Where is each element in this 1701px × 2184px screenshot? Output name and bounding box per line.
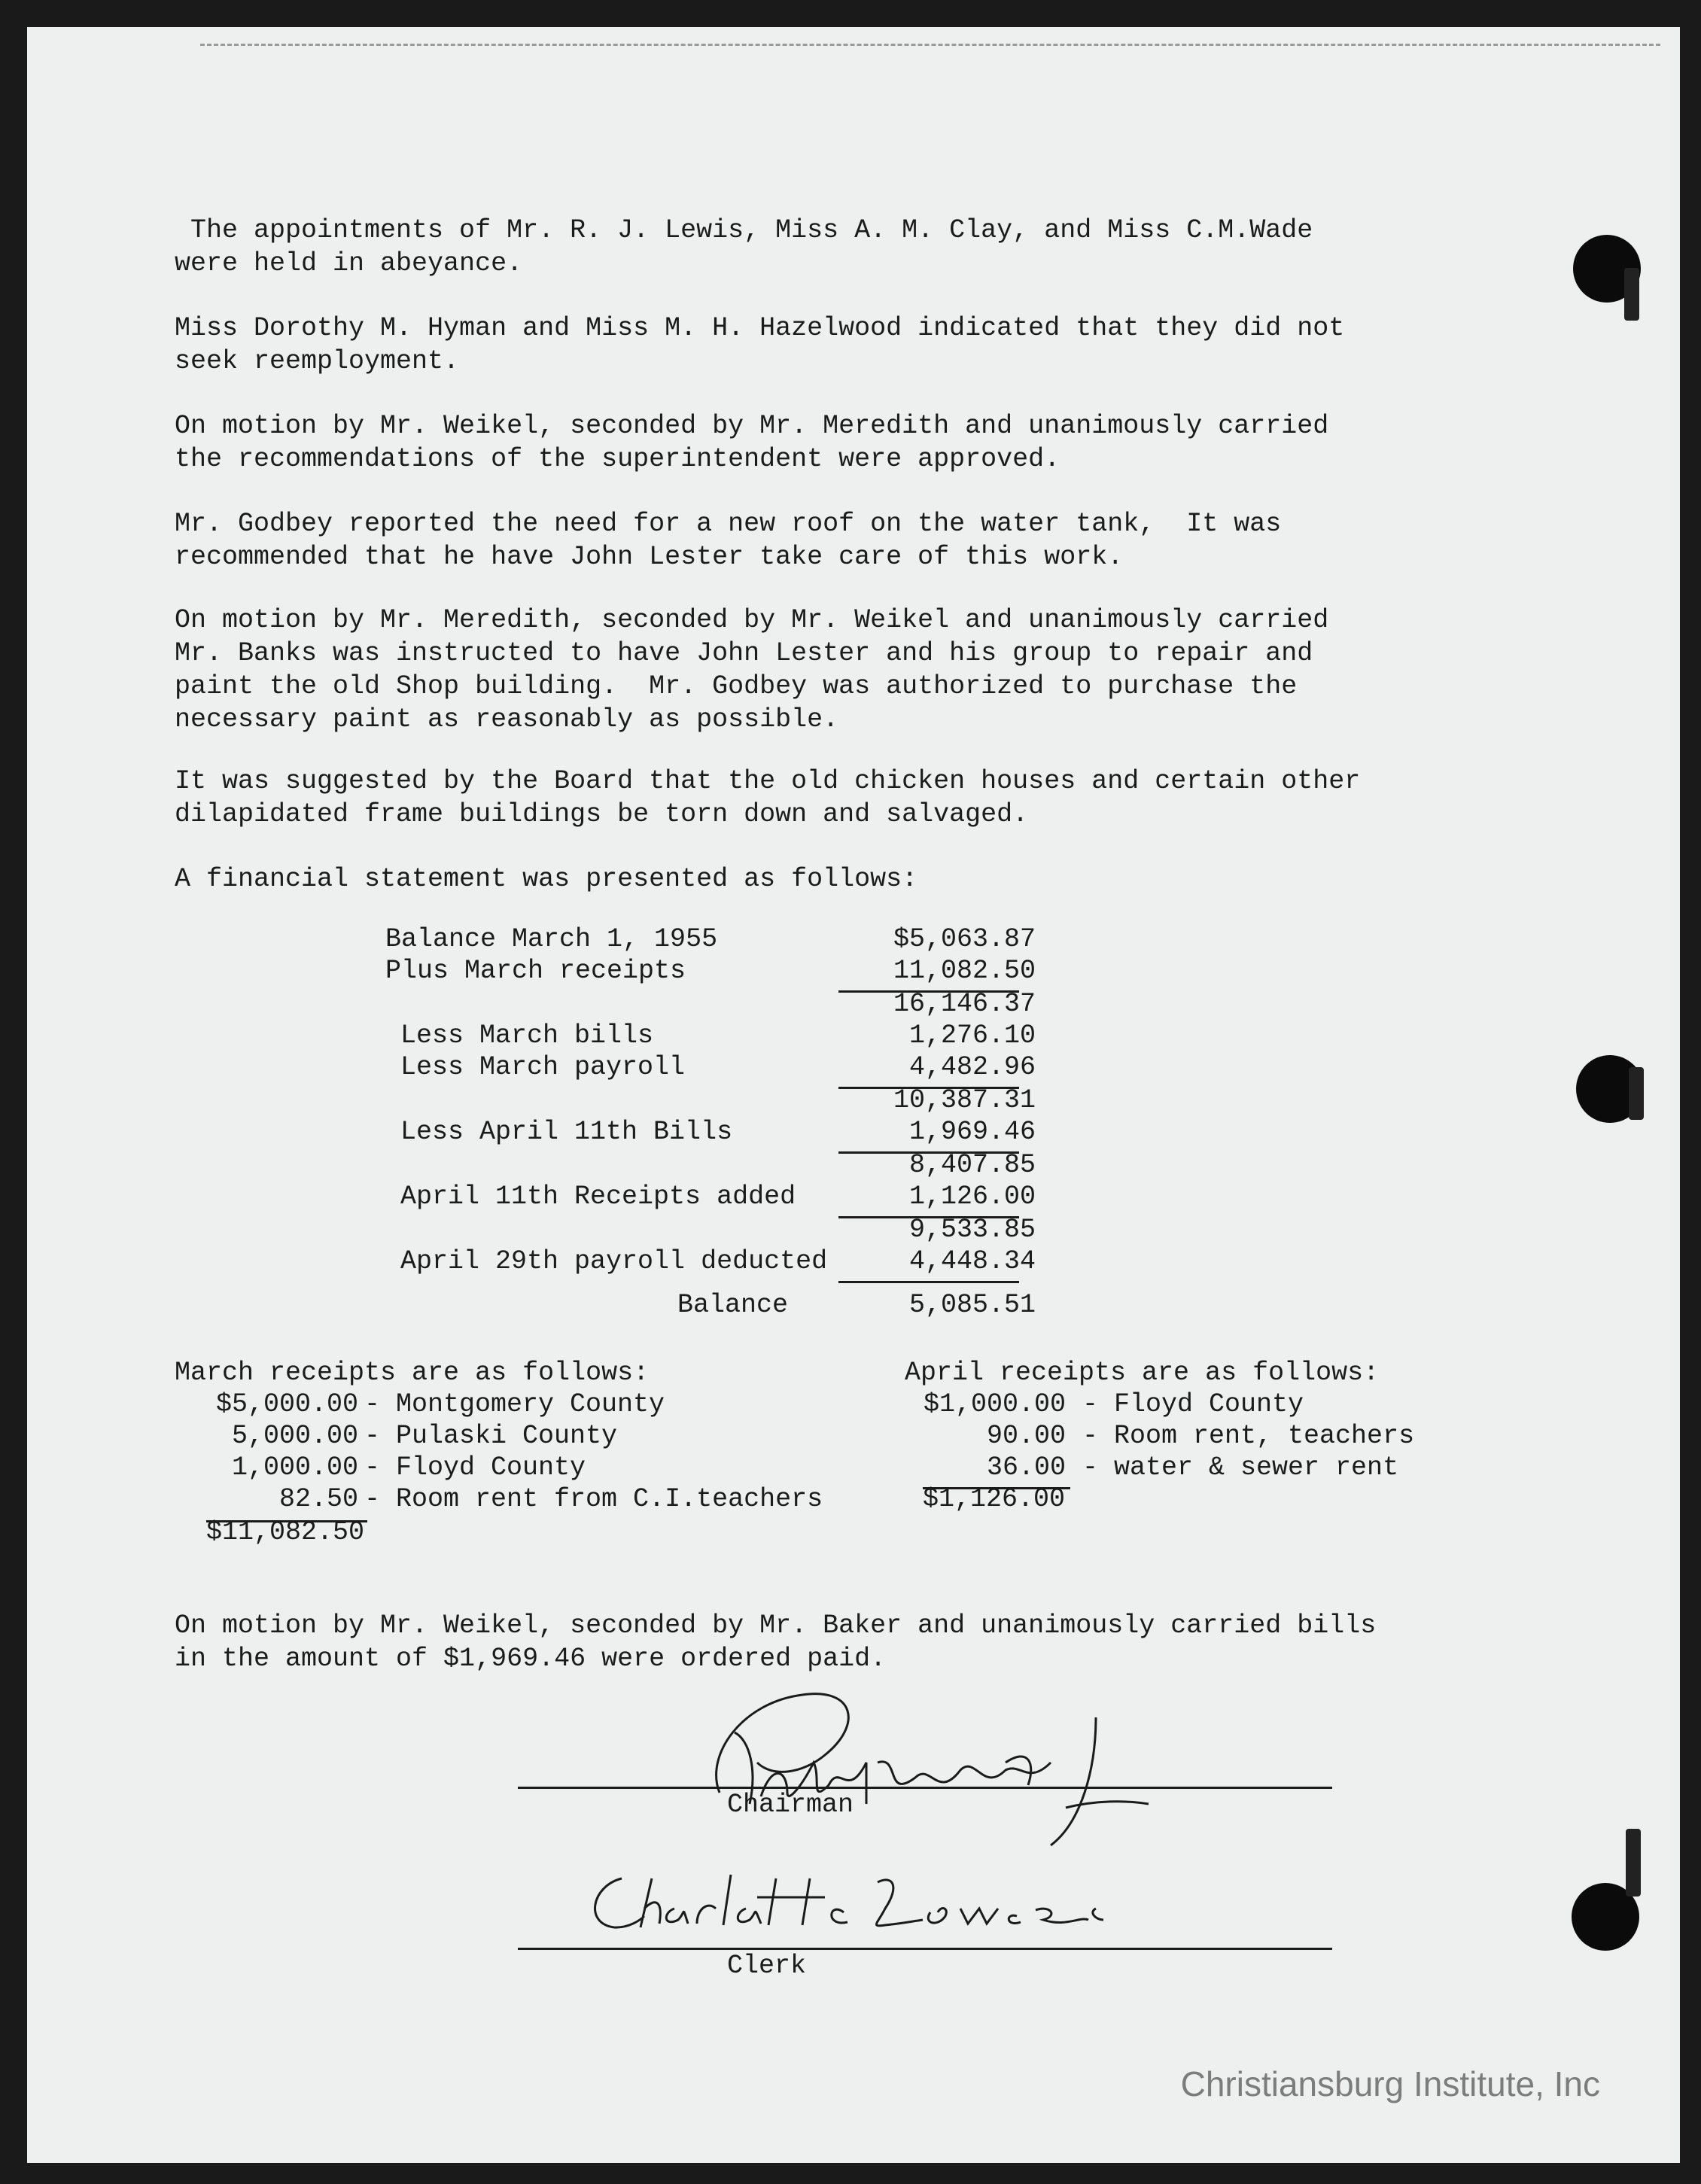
fs-subtotal: 10,387.31 bbox=[893, 1085, 1036, 1115]
binder-hole-top-shadow bbox=[1624, 268, 1639, 321]
fs-label: Less March bills bbox=[400, 1021, 654, 1051]
paragraph-reemployment: Miss Dorothy M. Hyman and Miss M. H. Hazelwood indicated that they did not seek reemployment. bbox=[175, 313, 1345, 376]
clerk-label: Clerk bbox=[727, 1951, 807, 1981]
document-page bbox=[27, 27, 1680, 2163]
fs-subtotal: 8,407.85 bbox=[908, 1150, 1036, 1180]
april-receipt-desc: - Room rent, teachers bbox=[1082, 1421, 1415, 1451]
fs-subtotal: 16,146.37 bbox=[893, 989, 1036, 1019]
fs-label: Plus March receipts bbox=[385, 956, 686, 986]
march-receipt-desc: - Room rent from C.I.teachers bbox=[364, 1484, 823, 1514]
april-receipt-amount: 90.00 bbox=[986, 1421, 1066, 1451]
paragraph-shop-building: On motion by Mr. Meredith, seconded by Mr. Weikel and unanimously carried Mr. Banks was instructed to have John Lester and his group to repair and paint the old Shop building. Mr. Godbey was authorized to purchase the necessary paint as reasonably as possible. bbox=[175, 605, 1329, 735]
fs-balance-label: Balance bbox=[677, 1290, 789, 1320]
fs-label: April 29th payroll deducted bbox=[400, 1246, 828, 1276]
fs-amount: $5,063.87 bbox=[893, 924, 1036, 954]
april-receipts-heading: April receipts are as follows: bbox=[905, 1358, 1380, 1388]
march-receipt-amount: $5,000.00 bbox=[215, 1389, 358, 1419]
clerk-signature-line bbox=[518, 1948, 1332, 1950]
fs-subtotal-rule bbox=[838, 1281, 1019, 1283]
top-edge-marks bbox=[200, 44, 1660, 46]
clerk-signature bbox=[569, 1856, 1156, 1946]
fs-label: Less March payroll bbox=[400, 1052, 686, 1082]
fs-label: Less April 11th Bills bbox=[400, 1117, 733, 1147]
paragraph-financial-intro: A financial statement was presented as follows: bbox=[175, 864, 918, 894]
april-receipt-amount: 36.00 bbox=[986, 1452, 1066, 1483]
march-receipt-amount: 5,000.00 bbox=[231, 1421, 358, 1451]
binder-hole-bottom-shadow bbox=[1626, 1829, 1641, 1897]
march-receipt-amount: 82.50 bbox=[278, 1484, 358, 1514]
march-receipt-amount: 1,000.00 bbox=[231, 1452, 358, 1483]
fs-amount: 4,448.34 bbox=[908, 1246, 1036, 1276]
fs-amount: 4,482.96 bbox=[908, 1052, 1036, 1082]
april-receipt-desc: - Floyd County bbox=[1082, 1389, 1304, 1419]
fs-balance-amount: 5,085.51 bbox=[908, 1290, 1036, 1320]
fs-amount: 1,276.10 bbox=[908, 1021, 1036, 1051]
april-receipt-desc: - water & sewer rent bbox=[1082, 1452, 1399, 1483]
april-receipt-amount: $1,000.00 bbox=[923, 1389, 1066, 1419]
chairman-signature-line bbox=[518, 1787, 1332, 1789]
paragraph-chicken-houses: It was suggested by the Board that the old chicken houses and certain other dilapidated frame buildings be torn down and salvaged. bbox=[175, 766, 1361, 829]
march-receipts-heading: March receipts are as follows: bbox=[175, 1358, 650, 1388]
binder-hole-middle-shadow bbox=[1629, 1067, 1644, 1120]
institution-watermark: Christiansburg Institute, Inc bbox=[1180, 2064, 1600, 2103]
fs-amount: 11,082.50 bbox=[893, 956, 1036, 986]
fs-label: April 11th Receipts added bbox=[400, 1182, 796, 1212]
paragraph-bills-ordered-paid: On motion by Mr. Weikel, seconded by Mr. Baker and unanimously carried bills in the amount of $1,969.46 were ordered paid. bbox=[175, 1611, 1377, 1674]
paragraph-water-tank-roof: Mr. Godbey reported the need for a new roof on the water tank, It was recommended that he have John Lester take care of this work. bbox=[175, 509, 1282, 572]
march-receipt-desc: - Pulaski County bbox=[364, 1421, 618, 1451]
march-receipt-desc: - Floyd County bbox=[364, 1452, 586, 1483]
paragraph-appointments: The appointments of Mr. R. J. Lewis, Miss A. M. Clay, and Miss C.M.Wade were held in abeyance. bbox=[175, 215, 1313, 278]
fs-subtotal: 9,533.85 bbox=[908, 1215, 1036, 1245]
march-receipts-total: $11,082.50 bbox=[206, 1517, 365, 1547]
fs-amount: 1,969.46 bbox=[908, 1117, 1036, 1147]
fs-amount: 1,126.00 bbox=[908, 1182, 1036, 1212]
paragraph-recommendations-approved: On motion by Mr. Weikel, seconded by Mr. Meredith and unanimously carried the recommendations of the superintendent were approved. bbox=[175, 411, 1329, 474]
chairman-label: Chairman bbox=[727, 1790, 854, 1820]
fs-label: Balance March 1, 1955 bbox=[385, 924, 718, 954]
march-receipt-desc: - Montgomery County bbox=[364, 1389, 665, 1419]
april-receipts-total: $1,126.00 bbox=[923, 1484, 1066, 1514]
